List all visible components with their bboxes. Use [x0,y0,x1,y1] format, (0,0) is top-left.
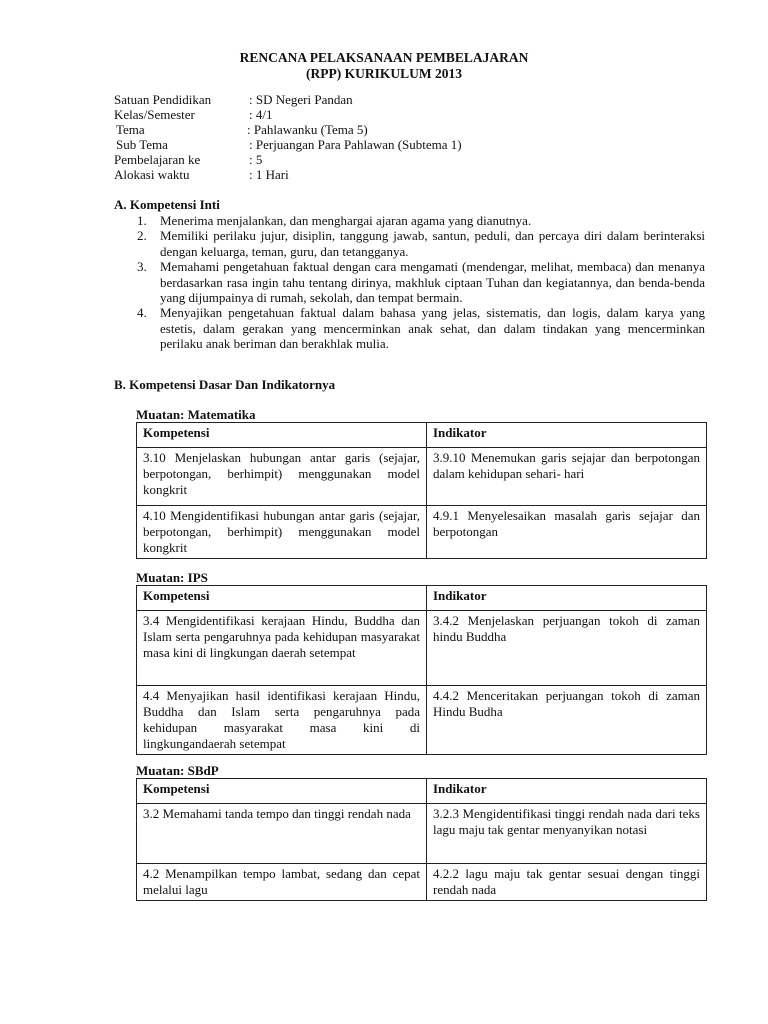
header-kompetensi: Kompetensi [137,779,427,804]
muatan-sbdp-label: Muatan: SBdP [136,763,219,778]
header-kompetensi: Kompetensi [137,586,427,611]
info-value: : 4/1 [249,107,273,122]
ips-table [136,585,707,755]
header-indikator: Indikator [427,423,707,448]
table-cell: 4.2.2 lagu maju tak gentar sesuai dengan tinggi rendah nada [427,864,707,901]
muatan-ips-label: Muatan: IPS [136,570,208,585]
table-row [137,686,707,755]
info-label: Sub Tema [116,137,168,152]
info-label: Tema [116,122,145,137]
section-b-heading: B. Kompetensi Dasar Dan Indikatornya [114,377,336,392]
table-cell: 4.4 Menyajikan hasil identifikasi kerajaan Hindu, Buddha dan Islam serta pengaruhnya pada kehidupan masyarakat masa kini di lingkungandaerah setempat [137,686,427,755]
table-row [137,506,707,559]
list-item: Memiliki perilaku jujur, disiplin, tanggung jawab, santun, peduli, dan percaya diri dalam berinteraksi dengan keluarga, teman, guru, dan tetangganya. [160,228,705,259]
document-title-line1: RENCANA PELAKSANAAN PEMBELAJARAN [239,50,529,65]
list-number: 4. [137,305,147,320]
list-number: 2. [137,228,147,243]
document-title-line2: (RPP) KURIKULUM 2013 [306,66,462,81]
table-cell: 4.4.2 Menceritakan perjuangan tokoh di zaman Hindu Budha [427,686,707,755]
sbdp-table [136,778,707,901]
table-cell: 4.10 Mengidentifikasi hubungan antar garis (sejajar, berpotongan, berhimpit) menggunakan model kongkrit [137,506,427,559]
muatan-matematika-label: Muatan: Matematika [136,407,256,422]
info-label: Alokasi waktu [114,167,190,182]
table-row [137,804,707,864]
list-item: Memahami pengetahuan faktual dengan cara mengamati (mendengar, melihat, membaca) dan menanya berdasarkan rasa ingin tahu tentang dirinya, makhluk ciptaan Tuhan dan kegiatannya, dan benda-benda yang dijumpainya di rumah, sekolah, dan tempat bermain. [160,259,705,305]
table-cell: 3.2 Memahami tanda tempo dan tinggi rendah nada [137,804,427,864]
table-cell: 4.2 Menampilkan tempo lambat, sedang dan cepat melalui lagu [137,864,427,901]
table-row [137,448,707,506]
header-indikator: Indikator [427,586,707,611]
list-number: 3. [137,259,147,274]
info-value: : SD Negeri Pandan [249,92,353,107]
matematika-table [136,422,707,559]
header-indikator: Indikator [427,779,707,804]
table-row [137,864,707,901]
header-kompetensi: Kompetensi [137,423,427,448]
table-cell: 3.9.10 Menemukan garis sejajar dan berpotongan dalam kehidupan sehari- hari [427,448,707,506]
table-cell: 3.4 Mengidentifikasi kerajaan Hindu, Buddha dan Islam serta pengaruhnya pada kehidupan masyarakat masa kini di lingkungan daerah setempat [137,611,427,686]
table-cell: 3.4.2 Menjelaskan perjuangan tokoh di zaman hindu Buddha [427,611,707,686]
info-label: Pembelajaran ke [114,152,201,167]
info-value: : 1 Hari [249,167,289,182]
table-cell: 3.10 Menjelaskan hubungan antar garis (sejajar, berpotongan, berhimpit) menggunakan model kongkrit [137,448,427,506]
info-label: Satuan Pendidikan [114,92,212,107]
info-value: : Pahlawanku (Tema 5) [247,122,368,137]
section-a-heading: A. Kompetensi Inti [114,197,220,212]
list-item: Menyajikan pengetahuan faktual dalam bahasa yang jelas, sistematis, dan logis, dalam karya yang estetis, dalam gerakan yang mencerminkan anak sehat, dan dalam tindakan yang mencerminkan perilaku anak beriman dan berakhlak mulia. [160,305,705,351]
info-value: : Perjuangan Para Pahlawan (Subtema 1) [249,137,462,152]
table-cell: 3.2.3 Mengidentifikasi tinggi rendah nada dari teks lagu maju tak gentar menyanyikan notasi [427,804,707,864]
list-item: Menerima menjalankan, dan menghargai ajaran agama yang dianutnya. [160,213,532,228]
table-header-row [137,779,707,804]
table-header-row [137,586,707,611]
table-header-row [137,423,707,448]
list-number: 1. [137,213,147,228]
info-value: : 5 [249,152,263,167]
info-label: Kelas/Semester [114,107,195,122]
table-row [137,611,707,686]
table-cell: 4.9.1 Menyelesaikan masalah garis sejajar dan berpotongan [427,506,707,559]
